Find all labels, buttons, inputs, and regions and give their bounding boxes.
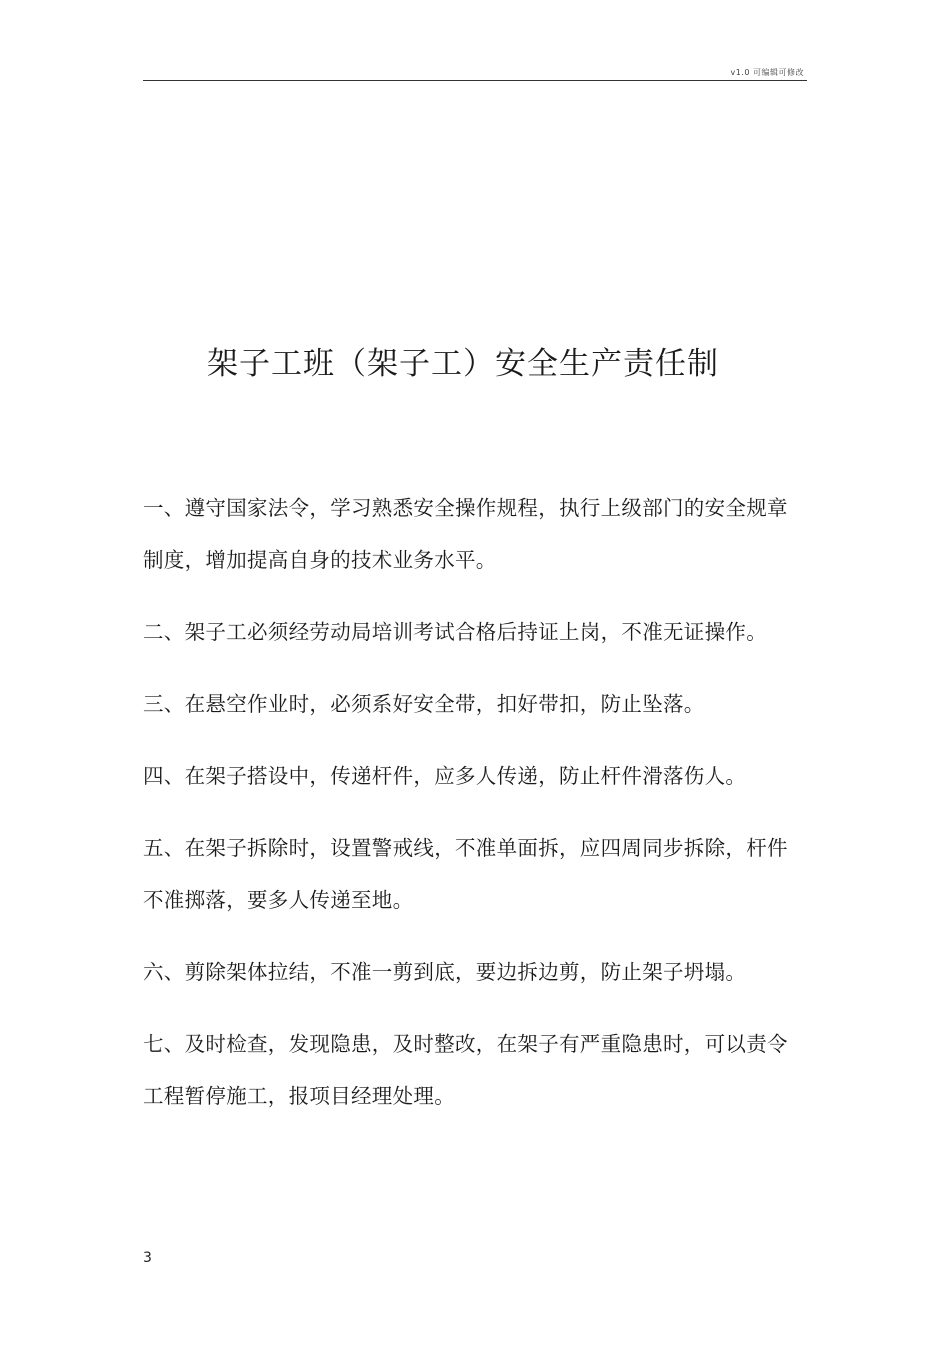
- clause-list: [143, 482, 803, 1142]
- header-rule: [143, 80, 807, 81]
- clause-3: 三、在悬空作业时，必须系好安全带，扣好带扣，防止坠落。: [143, 692, 705, 716]
- clause-6: 六、剪除架体拉结，不准一剪到底，要边拆边剪，防止架子坍塌。: [143, 960, 747, 984]
- clause-7: 七、及时检查，发现隐患，及时整改，在架子有严重隐患时，可以责令工程暂停施工，报项目经理处理。: [143, 1032, 788, 1108]
- clause-2: 二、架子工必须经劳动局培训考试合格后持证上岗，不准无证操作。: [143, 620, 767, 644]
- clause-1: 一、遵守国家法令，学习熟悉安全操作规程，执行上级部门的安全规章制度，增加提高自身的技术业务水平。: [143, 496, 788, 572]
- clause-4: 四、在架子搭设中，传递杆件，应多人传递，防止杆件滑落伤人。: [143, 764, 747, 788]
- document-title: 架子工班（架子工）安全生产责任制: [207, 346, 719, 382]
- page-number: 3: [143, 1250, 152, 1266]
- header-note: v1.0 可编辑可修改: [730, 68, 804, 77]
- clause-5: 五、在架子拆除时，设置警戒线，不准单面拆，应四周同步拆除，杆件不准掷落，要多人传递至地。: [143, 836, 788, 912]
